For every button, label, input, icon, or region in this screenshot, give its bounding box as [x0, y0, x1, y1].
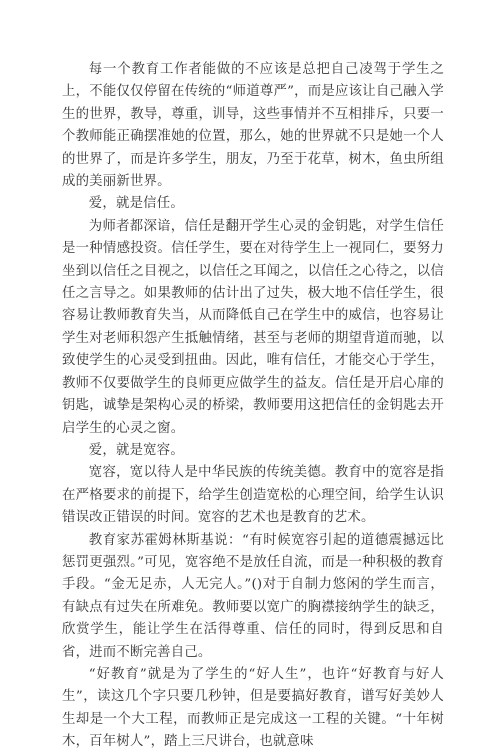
heading-trust: 爱，就是信任。	[88, 196, 184, 212]
paragraph-good-education: “好教育”就是为了学生的“好人生”，也许“好教育与好人生”，读这几个字只要几秒钟，但是要搞好教育，谱写好美妙人生却是一个大工程，而教师正是完成这一工程的关键。“十年树木，百年树人”，踏上三尺讲台，也就意味	[62, 666, 444, 750]
paragraph-tolerance: 宽容，宽以待人是中华民族的传统美德。教育中的宽容是指在严格要求的前提下，给学生创造宽松的心理空间，给学生认识错误改正错误的时间。宽容的艺术也是教育的艺术。	[62, 465, 444, 526]
paragraph-teacher-role: 每一个教育工作者能做的不应该是总把自己凌驾于学生之上，不能仅仅停留在传统的“师道尊严”，而是应该让自己融入学生的世界，教导，尊重，训导，这些事情并不互相排斥，只要一个教师能正确摆准她的位置，那么，她的世界就不只是她一个人的世界了，而是许多学生，朋友，乃至于花草，树木，鱼虫所组成的美丽新世界。	[62, 62, 444, 190]
document-body	[62, 59, 444, 754]
heading-tolerance: 爱，就是宽容。	[88, 442, 184, 458]
paragraph-trust: 为师者都深谙，信任是翻开学生心灵的金钥匙，对学生信任是一种情感投资。信任学生，要在对待学生上一视同仁，要努力坐到以信任之目视之，以信任之耳闻之，以信任之心待之，以信任之言导之。如果教师的估计出了过失，极大地不信任学生，很容易让教师教育失当，从而降低自己在学生中的威信，也容易让学生对老师积怨产生抵触情绪，甚至与老师的期望背道而驰，以致使学生的心灵受到扭曲。因此，唯有信任，才能交心于学生，教师不仅要做学生的良师更应做学生的益友。信任是开启心扉的钥匙，诚挚是架构心灵的桥梁，教师要用这把信任的金钥匙去开启学生的心灵之窗。	[62, 218, 444, 436]
paragraph-sukhomlinsky-quote: 教育家苏霍姆林斯基说：“有时候宽容引起的道德震撼远比惩罚更强烈。”可见，宽容绝不是放任自流，而是一种积极的教育手段。“金无足赤，人无完人。”()对于自制力悠闲的学生而言，有缺点有过失在所难免。教师要以宽广的胸襟接纳学生的缺乏，欣赏学生，能让学生在活得尊重、信任的同时，得到反思和自省，进而不断完善自己。	[62, 532, 444, 660]
